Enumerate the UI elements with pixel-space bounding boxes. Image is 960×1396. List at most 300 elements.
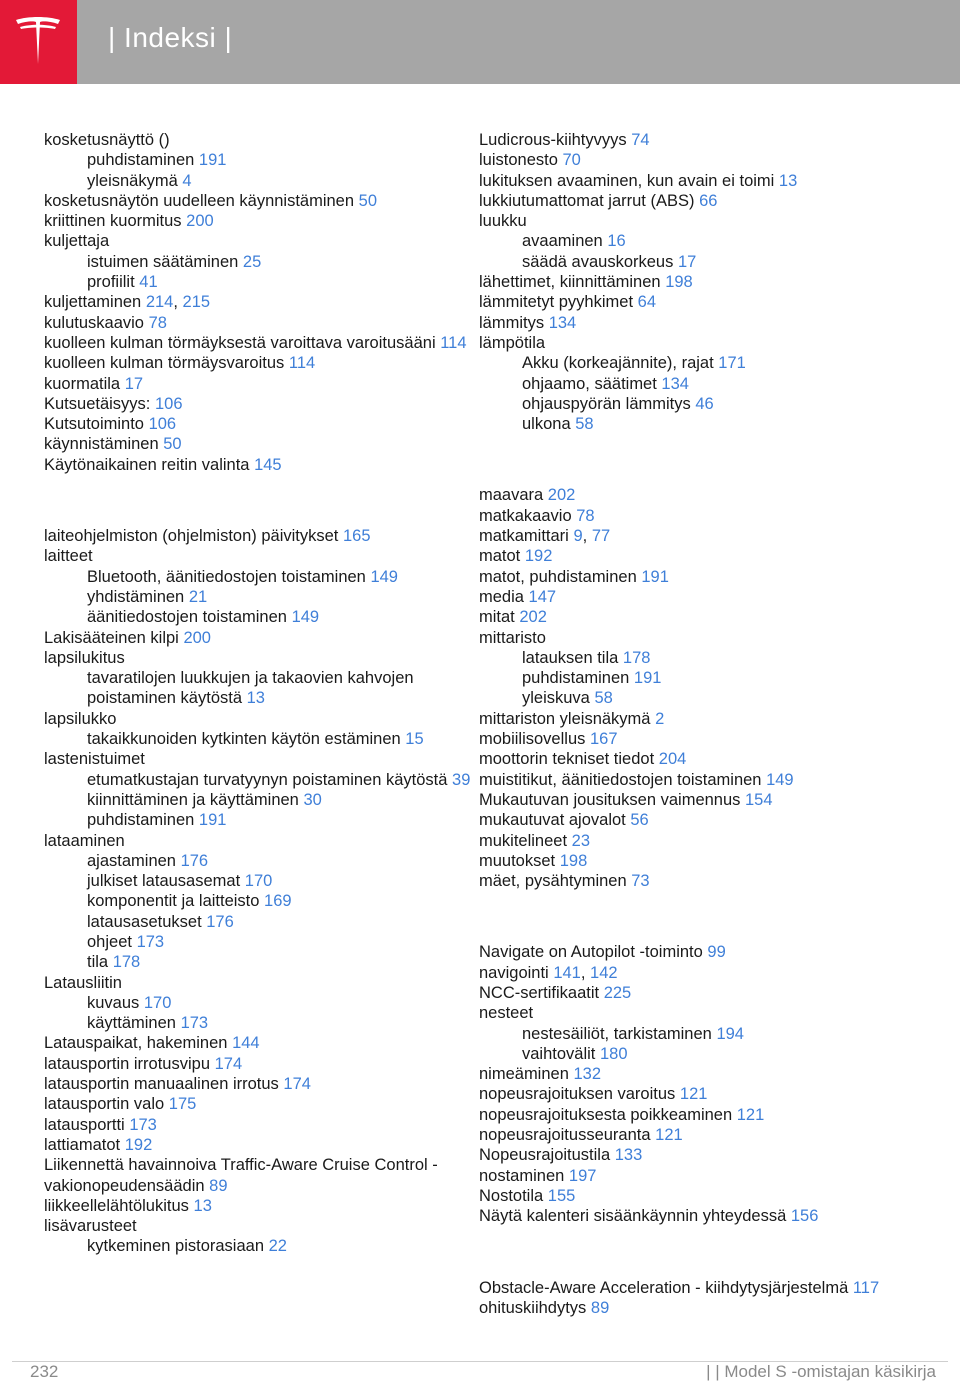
entry-label: ajastaminen xyxy=(87,851,176,870)
entry-label: latausportin manuaalinen irrotus xyxy=(44,1075,279,1094)
index-entry xyxy=(479,292,919,312)
entry-label: ohjaamo, säätimet xyxy=(522,374,657,393)
index-entry xyxy=(44,414,484,434)
index-entry xyxy=(479,546,919,566)
entry-label: mobiilisovellus xyxy=(479,730,586,749)
index-entry xyxy=(479,1064,919,1084)
page-link[interactable]: 170 xyxy=(244,872,273,891)
index-entry xyxy=(479,272,919,292)
page-link[interactable]: 171 xyxy=(718,354,746,373)
page-link[interactable]: 121 xyxy=(736,1105,765,1124)
index-entry xyxy=(44,374,484,394)
page-link[interactable]: 225 xyxy=(603,983,632,1002)
page-link[interactable]: 121 xyxy=(679,1085,708,1104)
page-link[interactable]: 25 xyxy=(242,252,262,271)
index-entry xyxy=(479,171,919,191)
page-link[interactable]: 56 xyxy=(630,811,649,830)
index-subentry xyxy=(44,1236,484,1256)
entry-label: latauksen tila xyxy=(522,648,619,667)
index-entry: matkamittari 9, 77 xyxy=(479,527,611,546)
index-entry xyxy=(44,231,484,251)
page-link[interactable]: 197 xyxy=(568,1166,597,1185)
page-link[interactable]: 149 xyxy=(370,567,398,586)
entry-label: takaikkunoiden kytkinten käytön estäminen xyxy=(87,730,401,749)
page-link[interactable]: 169 xyxy=(264,892,292,911)
entry-label: yleiskuva xyxy=(522,689,590,708)
index-entry xyxy=(44,628,484,648)
page-link[interactable]: 149 xyxy=(291,608,320,627)
entry-label: vaihtovälit xyxy=(522,1044,596,1063)
footer-title: | | Model S -omistajan käsikirja xyxy=(706,1362,936,1381)
index-subentry xyxy=(44,851,484,871)
entry-label: Latauspaikat, hakeminen xyxy=(44,1034,228,1053)
page-link[interactable]: 114 xyxy=(440,333,467,352)
index-subentry xyxy=(44,607,484,627)
index-entry xyxy=(479,1003,919,1023)
index-entry xyxy=(479,1186,919,1206)
index-subentry xyxy=(479,252,919,272)
entry-label: latausportti xyxy=(44,1115,125,1134)
entry-label: liikkeellelähtölukitus xyxy=(44,1196,189,1215)
page-link[interactable]: 133 xyxy=(614,1146,643,1165)
page-link[interactable]: 141 xyxy=(553,963,581,982)
index-subentry xyxy=(479,668,919,688)
entry-label: ulkona xyxy=(522,415,571,434)
index-subentry xyxy=(44,932,484,952)
entry-label: nopeusrajoitusseuranta xyxy=(479,1126,651,1145)
page-link[interactable]: 192 xyxy=(524,547,553,566)
page-link[interactable]: 70 xyxy=(562,151,581,170)
page-link[interactable]: 154 xyxy=(745,790,773,809)
page-link[interactable]: 180 xyxy=(599,1044,628,1063)
entry-label: nestesäiliöt, tarkistaminen xyxy=(522,1024,712,1043)
index-entry xyxy=(44,313,484,333)
entry-label: laiteohjelmiston (ohjelmiston) päivitykset xyxy=(44,527,339,546)
entry-label: Navigate on Autopilot -toiminto xyxy=(479,943,703,962)
entry-label: Nostotila xyxy=(479,1186,544,1205)
entry-label: navigointi xyxy=(479,963,549,982)
section-spacer xyxy=(479,434,919,485)
page-link[interactable]: 191 xyxy=(198,151,227,170)
page-link[interactable]: 134 xyxy=(661,374,689,393)
entry-label: mukautuvat ajovalot xyxy=(479,811,626,830)
page-link[interactable]: 77 xyxy=(591,527,611,546)
page-link[interactable]: 78 xyxy=(576,506,595,525)
index-subentry xyxy=(44,952,484,972)
page-link[interactable]: 202 xyxy=(519,608,547,627)
entry-label: ohjauspyörän lämmitys xyxy=(522,394,691,413)
index-entry xyxy=(479,1278,919,1298)
index-entry xyxy=(479,831,919,851)
page-link[interactable]: 167 xyxy=(589,730,618,749)
page-link[interactable]: 13 xyxy=(778,171,798,190)
entry-label: Akku (korkeajännite), rajat xyxy=(522,354,714,373)
page-title: | Indeksi | xyxy=(108,22,233,53)
entry-label: nesteet xyxy=(479,1004,534,1023)
index-subentry xyxy=(479,353,919,373)
page-link[interactable]: 16 xyxy=(607,232,626,251)
entry-label: Bluetooth, äänitiedostojen toistaminen xyxy=(87,567,366,586)
entry-label: yhdistäminen xyxy=(87,587,185,606)
index-subentry xyxy=(44,272,484,292)
page-link[interactable]: 176 xyxy=(180,851,209,870)
entry-label: äänitiedostojen toistaminen xyxy=(87,608,287,627)
entry-label: kriittinen kuormitus xyxy=(44,212,182,231)
entry-label: lukkiutumattomat jarrut (ABS) xyxy=(479,191,695,210)
index-subentry xyxy=(44,871,484,891)
page-link[interactable]: 89 xyxy=(209,1176,228,1195)
index-entry xyxy=(44,455,484,475)
index-entry xyxy=(44,1054,484,1074)
page-link[interactable]: 170 xyxy=(143,993,172,1012)
page-link[interactable]: 202 xyxy=(547,486,576,505)
page-link[interactable]: 165 xyxy=(342,527,371,546)
index-entry xyxy=(44,1115,484,1135)
entry-label: Lakisääteinen kilpi xyxy=(44,628,179,647)
entry-label: lattiamatot xyxy=(44,1135,121,1154)
page-link[interactable]: 144 xyxy=(232,1034,260,1053)
logo-box[interactable] xyxy=(0,0,77,84)
index-entry xyxy=(479,211,919,231)
entry-label: mittaristo xyxy=(479,628,546,647)
page-link[interactable]: 149 xyxy=(766,770,794,789)
page-link[interactable]: 39 xyxy=(452,770,471,789)
page-link[interactable]: 121 xyxy=(655,1126,683,1145)
entry-label: maavara xyxy=(479,486,544,505)
index-subentry xyxy=(44,587,484,607)
index-entry xyxy=(479,1166,919,1186)
index-left-column xyxy=(44,130,484,1257)
page-link[interactable]: 117 xyxy=(852,1278,880,1297)
entry-label: lämmitys xyxy=(479,313,545,332)
index-subentry xyxy=(44,668,484,709)
index-entry xyxy=(44,130,484,150)
page-link[interactable]: 46 xyxy=(695,394,714,413)
index-right-column xyxy=(479,130,919,1318)
entry-label: lataaminen xyxy=(44,831,125,850)
page-link[interactable]: 13 xyxy=(193,1196,212,1215)
index-subentry xyxy=(479,394,919,414)
index-entry xyxy=(479,607,919,627)
entry-label: matkamittari xyxy=(479,527,569,546)
index-entry xyxy=(44,394,484,414)
index-entry xyxy=(44,333,484,353)
page-link[interactable]: 58 xyxy=(594,689,613,708)
index-subentry xyxy=(44,912,484,932)
entry-label: Kutsuetäisyys: xyxy=(44,394,151,413)
entry-label: avaaminen xyxy=(522,232,603,251)
entry-label: lapsilukko xyxy=(44,709,117,728)
index-entry xyxy=(479,790,919,810)
entry-label: latausportin irrotusvipu xyxy=(44,1054,210,1073)
page-link[interactable]: 200 xyxy=(186,212,214,231)
entry-label: laitteet xyxy=(44,547,93,566)
index-entry xyxy=(479,1084,919,1104)
index-entry xyxy=(479,1206,919,1226)
entry-label: lämpötila xyxy=(479,333,546,352)
index-entry xyxy=(479,871,919,891)
entry-label: matkakaavio xyxy=(479,506,572,525)
index-entry: navigointi 141, 142 xyxy=(479,963,618,982)
entry-label: lisävarusteet xyxy=(44,1217,137,1236)
page-link[interactable]: 58 xyxy=(575,415,594,434)
index-entry xyxy=(44,1196,484,1216)
entry-label: lastenistuimet xyxy=(44,750,145,769)
page-link[interactable]: 134 xyxy=(548,313,577,332)
entry-label: istuimen säätäminen xyxy=(87,252,239,271)
index-entry xyxy=(44,749,484,769)
section-spacer xyxy=(479,1227,919,1278)
index-entry xyxy=(479,485,919,505)
entry-label: nostaminen xyxy=(479,1166,565,1185)
index-entry xyxy=(44,831,484,851)
page-link[interactable]: 74 xyxy=(631,131,650,149)
section-spacer xyxy=(44,475,484,526)
index-entry: kuljettaminen 214, 215 xyxy=(44,293,211,312)
entry-label: tavaratilojen luukkujen ja takaovien kahvojen poistaminen käytöstä xyxy=(87,669,414,708)
index-subentry xyxy=(479,1044,919,1064)
page-link[interactable]: 2 xyxy=(655,709,665,728)
entry-label: Ludicrous-kiihtyvyys xyxy=(479,131,627,149)
entry-label: Näytä kalenteri sisäänkäynnin yhteydessä xyxy=(479,1207,787,1226)
page-link[interactable]: 198 xyxy=(665,273,693,292)
index-entry xyxy=(44,648,484,668)
header-bar xyxy=(0,0,960,84)
page-link[interactable]: 13 xyxy=(246,689,265,708)
index-entry xyxy=(44,973,484,993)
page-link[interactable]: 4 xyxy=(182,171,192,190)
entry-label: kytkeminen pistorasiaan xyxy=(87,1237,265,1256)
entry-label: puhdistaminen xyxy=(87,811,195,830)
index-subentry xyxy=(479,414,919,434)
page-link[interactable]: 191 xyxy=(633,669,662,688)
entry-label: kulutuskaavio xyxy=(44,313,144,332)
entry-label: Obstacle-Aware Acceleration - kiihdytysjärjestelmä xyxy=(479,1278,849,1297)
index-entry xyxy=(479,130,919,150)
index-entry xyxy=(479,709,919,729)
page-link[interactable]: 156 xyxy=(790,1207,819,1226)
page-link[interactable]: 173 xyxy=(136,932,165,951)
index-entry xyxy=(479,983,919,1003)
index-subentry xyxy=(44,790,484,810)
index-subentry xyxy=(44,171,484,191)
index-entry xyxy=(479,729,919,749)
index-subentry xyxy=(479,688,919,708)
index-entry xyxy=(479,587,919,607)
entry-label: mukitelineet xyxy=(479,831,568,850)
page-link[interactable]: 204 xyxy=(658,750,687,769)
entry-label: puhdistaminen xyxy=(87,151,195,170)
page-link[interactable]: 174 xyxy=(214,1054,243,1073)
page-link[interactable]: 194 xyxy=(716,1024,744,1043)
entry-label: ohituskiihdytys xyxy=(479,1298,587,1317)
index-entry xyxy=(44,709,484,729)
index-entry xyxy=(479,506,919,526)
entry-label: kuljettaja xyxy=(44,232,110,251)
index-entry xyxy=(479,942,919,962)
page-link[interactable]: 41 xyxy=(139,273,158,292)
entry-label: muistitikut, äänitiedostojen toistaminen xyxy=(479,770,762,789)
page-link[interactable]: 89 xyxy=(590,1298,610,1317)
page-link[interactable]: 132 xyxy=(573,1065,602,1084)
index-subentry xyxy=(44,770,484,790)
entry-label: lukituksen avaaminen, kun avain ei toimi xyxy=(479,171,775,190)
entry-label: kuvaus xyxy=(87,993,140,1012)
index-subentry xyxy=(44,729,484,749)
page-link[interactable]: 198 xyxy=(559,851,588,870)
entry-label: komponentit ja laitteisto xyxy=(87,892,260,911)
page-link[interactable]: 23 xyxy=(571,831,590,850)
entry-label: kuolleen kulman törmäysvaroitus xyxy=(44,354,285,373)
index-subentry xyxy=(44,1013,484,1033)
page-link[interactable]: 22 xyxy=(268,1237,287,1256)
entry-label: kosketusnäyttö () xyxy=(44,131,170,149)
entry-label: profiilit xyxy=(87,273,135,292)
entry-label: matot xyxy=(479,547,521,566)
entry-label: kiinnittäminen ja käyttäminen xyxy=(87,790,299,809)
entry-label: Liikennettä havainnoiva Traffic-Aware Cruise Control -vakionopeudensäädin xyxy=(44,1156,438,1195)
entry-label: kosketusnäytön uudelleen käynnistäminen xyxy=(44,191,355,210)
entry-label: lämmitetyt pyyhkimet xyxy=(479,293,634,312)
page-link[interactable]: 50 xyxy=(163,435,182,454)
page-link[interactable]: 147 xyxy=(528,587,557,606)
index-entry xyxy=(44,211,484,231)
index-entry xyxy=(479,749,919,769)
index-entry xyxy=(479,150,919,170)
index-subentry xyxy=(44,810,484,830)
entry-label: puhdistaminen xyxy=(522,669,630,688)
page-link[interactable]: 155 xyxy=(547,1186,576,1205)
index-subentry xyxy=(44,252,484,272)
page-link[interactable]: 73 xyxy=(631,872,650,891)
index-entry xyxy=(44,434,484,454)
page-link[interactable]: 106 xyxy=(148,415,177,434)
index-entry xyxy=(479,1145,919,1165)
page-link[interactable]: 191 xyxy=(198,811,227,830)
index-entry xyxy=(479,1105,919,1125)
entry-label: julkiset latausasemat xyxy=(87,872,241,891)
index-entry xyxy=(479,567,919,587)
page-link[interactable]: 173 xyxy=(129,1115,157,1134)
page-link[interactable]: 142 xyxy=(590,963,618,982)
page-number: 232 xyxy=(30,1362,59,1381)
entry-label: nopeusrajoituksesta poikkeaminen xyxy=(479,1105,733,1124)
index-subentry xyxy=(479,648,919,668)
page-link[interactable]: 99 xyxy=(707,943,726,962)
index-entry xyxy=(44,1216,484,1236)
index-entry xyxy=(479,313,919,333)
entry-label: ohjeet xyxy=(87,932,132,951)
page-link[interactable]: 50 xyxy=(358,191,377,210)
page-link[interactable]: 145 xyxy=(254,455,282,474)
entry-label: luistonesto xyxy=(479,151,558,170)
index-entry xyxy=(479,770,919,790)
page-link[interactable]: 64 xyxy=(637,293,656,312)
page-link[interactable]: 9 xyxy=(573,527,583,546)
index-subentry xyxy=(44,567,484,587)
index-subentry xyxy=(44,150,484,170)
page-link[interactable]: 200 xyxy=(183,628,211,647)
entry-label: lähettimet, kiinnittäminen xyxy=(479,273,661,292)
entry-label: kuormatila xyxy=(44,374,121,393)
section-spacer xyxy=(479,891,919,942)
page-link[interactable]: 178 xyxy=(112,953,141,972)
page-link[interactable]: 192 xyxy=(124,1135,153,1154)
index-subentry xyxy=(44,891,484,911)
entry-label: tila xyxy=(87,953,109,972)
entry-label: lapsilukitus xyxy=(44,648,125,667)
index-entry xyxy=(479,810,919,830)
page-link[interactable]: 178 xyxy=(622,648,651,667)
entry-label: yleisnäkymä xyxy=(87,171,178,190)
tesla-logo-icon xyxy=(14,16,62,68)
page-link[interactable]: 174 xyxy=(283,1075,311,1094)
entry-label: säädä avauskorkeus xyxy=(522,252,674,271)
page-link[interactable]: 214 xyxy=(145,293,174,312)
entry-label: matot, puhdistaminen xyxy=(479,567,637,586)
page-link[interactable]: 173 xyxy=(180,1014,209,1033)
entry-label: mitat xyxy=(479,608,515,627)
entry-label: käynnistäminen xyxy=(44,435,159,454)
index-subentry xyxy=(44,993,484,1013)
index-entry xyxy=(479,1298,919,1318)
entry-label: luukku xyxy=(479,212,527,231)
entry-label: Kutsutoiminto xyxy=(44,415,144,434)
page-link[interactable]: 30 xyxy=(303,790,322,809)
entry-label: Käytönaikainen reitin valinta xyxy=(44,455,250,474)
index-entry xyxy=(44,1033,484,1053)
index-entry xyxy=(479,851,919,871)
page-link[interactable]: 176 xyxy=(206,912,234,931)
index-entry xyxy=(44,353,484,373)
entry-label: kuolleen kulman törmäyksestä varoittava varoitusääni xyxy=(44,333,436,352)
entry-label: Latausliitin xyxy=(44,973,122,992)
entry-label: latausasetukset xyxy=(87,912,202,931)
page-link[interactable]: 215 xyxy=(182,293,211,312)
entry-label: media xyxy=(479,587,524,606)
page-link[interactable]: 175 xyxy=(168,1095,197,1114)
index-subentry xyxy=(479,374,919,394)
page-link[interactable]: 15 xyxy=(405,730,424,749)
entry-label: muutokset xyxy=(479,851,556,870)
page-link[interactable]: 17 xyxy=(677,252,697,271)
entry-label: nimeäminen xyxy=(479,1065,569,1084)
page-link[interactable]: 21 xyxy=(188,587,208,606)
index-entry xyxy=(44,546,484,566)
entry-label: käyttäminen xyxy=(87,1014,176,1033)
index-entry xyxy=(479,333,919,353)
index-entry xyxy=(479,1125,919,1145)
page-link[interactable]: 191 xyxy=(641,567,669,586)
entry-label: latausportin valo xyxy=(44,1095,165,1114)
entry-label: Mukautuvan jousituksen vaimennus xyxy=(479,790,741,809)
page-link[interactable]: 114 xyxy=(288,354,316,373)
page-link[interactable]: 17 xyxy=(124,374,144,393)
index-entry xyxy=(479,628,919,648)
entry-label: kuljettaminen xyxy=(44,293,142,312)
entry-label: etumatkustajan turvatyynyn poistaminen käytöstä xyxy=(87,770,448,789)
index-entry xyxy=(44,1135,484,1155)
entry-label: NCC-sertifikaatit xyxy=(479,983,600,1002)
entry-label: Nopeusrajoitustila xyxy=(479,1146,611,1165)
index-subentry xyxy=(479,1024,919,1044)
page-link[interactable]: 106 xyxy=(154,394,183,413)
index-entry xyxy=(44,526,484,546)
index-entry xyxy=(479,191,919,211)
page-link[interactable]: 78 xyxy=(148,313,167,332)
page-link[interactable]: 66 xyxy=(699,191,718,210)
index-entry xyxy=(44,1074,484,1094)
